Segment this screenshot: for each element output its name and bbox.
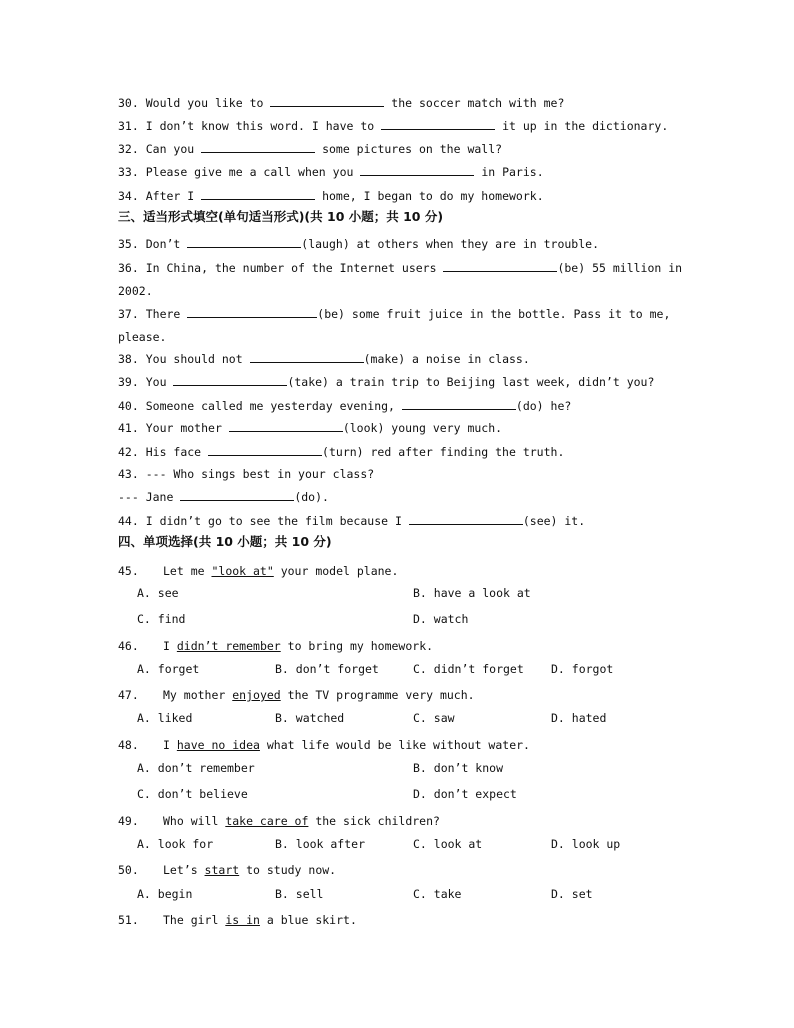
question-47-stem: My mother enjoyed the TV programme very much. [163, 688, 475, 702]
answer-blank[interactable] [250, 351, 364, 363]
question-51-number: 51. [118, 913, 139, 927]
option-d[interactable]: D. hated [551, 711, 607, 725]
option-c[interactable]: C. didn’t forget [413, 662, 524, 676]
question-41: 41. Your mother (look) young very much. [118, 421, 503, 435]
underlined-phrase: enjoyed [232, 688, 281, 702]
question-36: 36. In China, the number of the Internet users (be) 55 million in [118, 261, 683, 275]
answer-blank[interactable] [208, 444, 322, 456]
underlined-phrase: take care of [225, 814, 309, 828]
question-42: 42. His face (turn) red after finding the truth. [118, 445, 565, 459]
question-49-stem: Who will take care of the sick children? [163, 814, 440, 828]
question-46-stem: I didn’t remember to bring my homework. [163, 639, 434, 653]
option-b[interactable]: B. have a look at [413, 586, 531, 600]
answer-blank[interactable] [360, 164, 474, 176]
answer-blank[interactable] [270, 95, 384, 107]
option-a[interactable]: A. look for [137, 837, 214, 851]
answer-blank[interactable] [187, 236, 301, 248]
question-48-stem: I have no idea what life would be like without water. [163, 738, 530, 752]
option-b[interactable]: B. watched [275, 711, 345, 725]
option-b[interactable]: B. don’t forget [275, 662, 379, 676]
question-43-answer-line: --- Jane (do). [118, 490, 329, 504]
answer-blank[interactable] [187, 306, 317, 318]
underlined-phrase: start [204, 863, 240, 877]
question-31: 31. I don’t know this word. I have to it up in the dictionary. [118, 119, 669, 133]
option-b[interactable]: B. look after [275, 837, 366, 851]
option-c[interactable]: C. look at [413, 837, 483, 851]
option-d[interactable]: D. forgot [551, 662, 614, 676]
option-c[interactable]: C. saw [413, 711, 455, 725]
question-45-stem: Let me "look at" your model plane. [163, 564, 399, 578]
question-37: 37. There (be) some fruit juice in the bottle. Pass it to me, [118, 307, 671, 321]
question-37-continued: please. [118, 330, 167, 344]
option-a[interactable]: A. see [137, 586, 179, 600]
question-50-number: 50. [118, 863, 139, 877]
option-a[interactable]: A. don’t remember [137, 761, 255, 775]
section-4-heading: 四、单项选择(共 10 小题；共 10 分) [118, 534, 332, 549]
question-50-stem: Let’s start to study now. [163, 863, 337, 877]
answer-blank[interactable] [229, 420, 343, 432]
option-d[interactable]: D. look up [551, 837, 621, 851]
option-d[interactable]: D. watch [413, 612, 469, 626]
option-c[interactable]: C. don’t believe [137, 787, 248, 801]
option-a[interactable]: A. begin [137, 887, 193, 901]
option-b[interactable]: B. sell [275, 887, 324, 901]
question-33: 33. Please give me a call when you in Paris. [118, 165, 544, 179]
option-d[interactable]: D. set [551, 887, 593, 901]
question-35: 35. Don’t (laugh) at others when they are in trouble. [118, 237, 599, 251]
option-b[interactable]: B. don’t know [413, 761, 504, 775]
question-51-stem: The girl is in a blue skirt. [163, 913, 357, 927]
option-c[interactable]: C. find [137, 612, 186, 626]
question-32: 32. Can you some pictures on the wall? [118, 142, 503, 156]
question-38: 38. You should not (make) a noise in class. [118, 352, 530, 366]
question-44: 44. I didn’t go to see the film because I (see) it. [118, 514, 586, 528]
question-39: 39. You (take) a train trip to Beijing last week, didn’t you? [118, 375, 655, 389]
answer-blank[interactable] [402, 398, 516, 410]
answer-blank[interactable] [381, 118, 495, 130]
answer-blank[interactable] [443, 260, 557, 272]
question-49-number: 49. [118, 814, 139, 828]
option-c[interactable]: C. take [413, 887, 462, 901]
answer-blank[interactable] [409, 513, 523, 525]
question-30: 30. Would you like to the soccer match with me? [118, 96, 565, 110]
question-45-number: 45. [118, 564, 139, 578]
question-34: 34. After I home, I began to do my homework. [118, 189, 544, 203]
question-47-number: 47. [118, 688, 139, 702]
question-40: 40. Someone called me yesterday evening, (do) he? [118, 399, 572, 413]
answer-blank[interactable] [201, 188, 315, 200]
question-43: 43. --- Who sings best in your class? [118, 467, 375, 481]
section-3-heading: 三、适当形式填空(单句适当形式)(共 10 小题；共 10 分) [118, 209, 444, 224]
question-46-number: 46. [118, 639, 139, 653]
option-a[interactable]: A. forget [137, 662, 200, 676]
underlined-phrase: "look at" [211, 564, 274, 578]
question-36-continued: 2002. [118, 284, 153, 298]
option-a[interactable]: A. liked [137, 711, 193, 725]
underlined-phrase: didn’t remember [176, 639, 281, 653]
answer-blank[interactable] [180, 489, 294, 501]
underlined-phrase: have no idea [176, 738, 260, 752]
answer-blank[interactable] [201, 141, 315, 153]
option-d[interactable]: D. don’t expect [413, 787, 517, 801]
underlined-phrase: is in [225, 913, 260, 927]
question-48-number: 48. [118, 738, 139, 752]
answer-blank[interactable] [173, 374, 287, 386]
